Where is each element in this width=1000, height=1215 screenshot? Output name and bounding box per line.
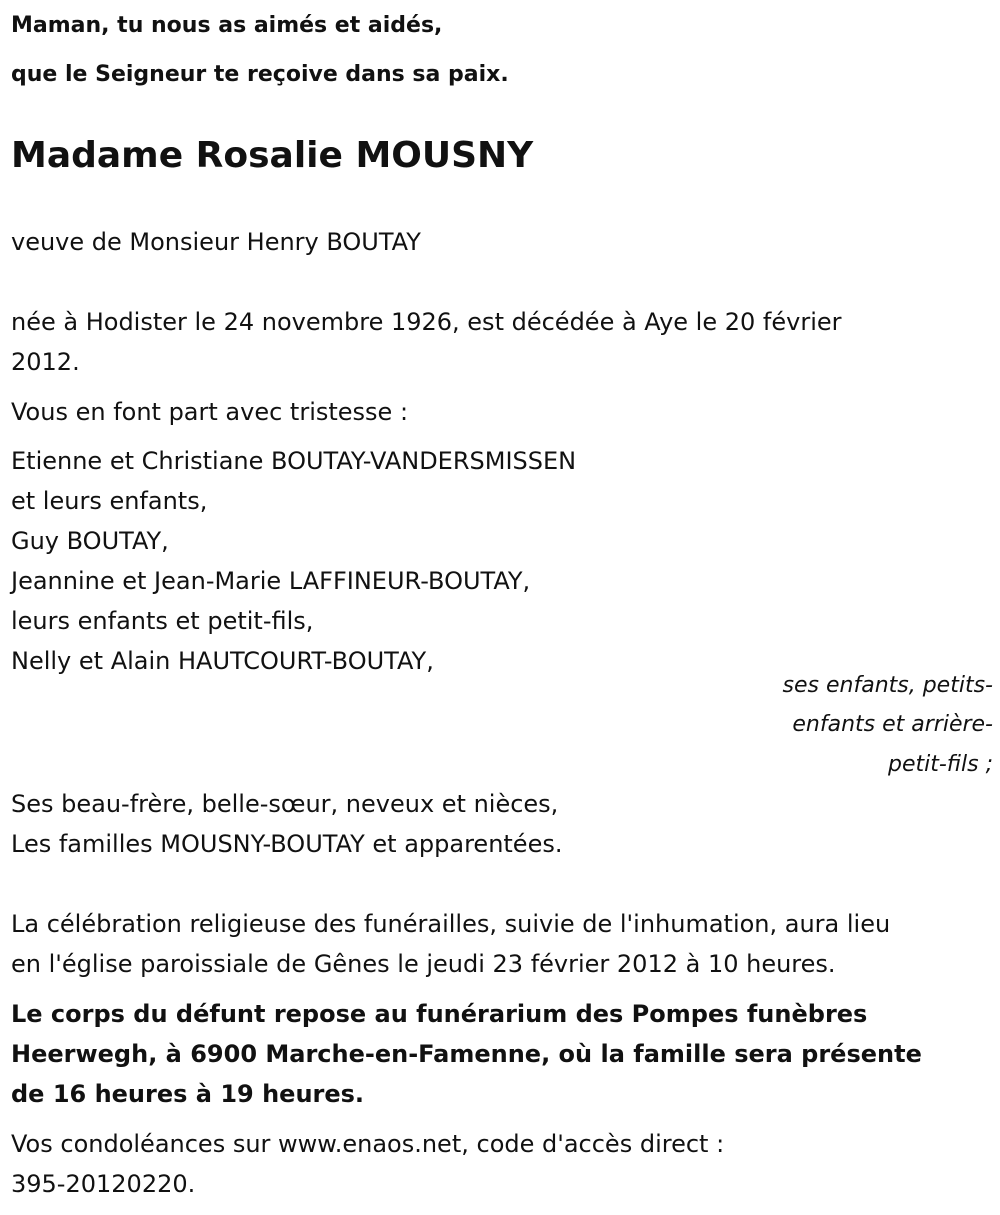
ceremony-line-1: La célébration religieuse des funérailles, suivie de l'inhumation, aura lieu [11,910,891,938]
family-line: et leurs enfants, [11,487,208,515]
family-line: Jeannine et Jean-Marie LAFFINEUR-BOUTAY, [11,567,531,595]
family-line: leurs enfants et petit-fils, [11,607,314,635]
ceremony-line-2: en l'église paroissiale de Gênes le jeudi 23 février 2012 à 10 heures. [11,950,836,978]
funeral-home-line: Le corps du défunt repose au funérarium des Pompes funèbres [11,1000,868,1028]
extended-family-line: Les familles MOUSNY-BOUTAY et apparentées. [11,830,563,858]
deceased-name: Madame Rosalie MOUSNY [11,135,534,176]
announcement: Vous en font part avec tristesse : [11,398,409,426]
widow-of: veuve de Monsieur Henry BOUTAY [11,228,421,256]
epigraph-line-2: que le Seigneur te reçoive dans sa paix. [11,62,509,87]
family-line: Nelly et Alain HAUTCOURT-BOUTAY, [11,647,434,675]
condolences-line-1: Vos condoléances sur www.enaos.net, code d'accès direct : [11,1130,725,1158]
birth-death-line-1: née à Hodister le 24 novembre 1926, est décédée à Aye le 20 février [11,308,842,336]
relation-line: petit-fils ; [888,752,993,777]
family-line: Etienne et Christiane BOUTAY-VANDERSMISSEN [11,447,577,475]
funeral-home-line: de 16 heures à 19 heures. [11,1080,365,1108]
funeral-home-line: Heerwegh, à 6900 Marche-en-Famenne, où la famille sera présente [11,1040,922,1068]
relation-line: enfants et arrière- [792,712,993,737]
epigraph-line-1: Maman, tu nous as aimés et aidés, [11,13,443,38]
family-line: Guy BOUTAY, [11,527,169,555]
extended-family-line: Ses beau-frère, belle-sœur, neveux et nièces, [11,790,559,818]
relation-line: ses enfants, petits- [782,673,993,698]
birth-death-line-2: 2012. [11,348,80,376]
condolences-line-2: 395-20120220. [11,1170,196,1198]
